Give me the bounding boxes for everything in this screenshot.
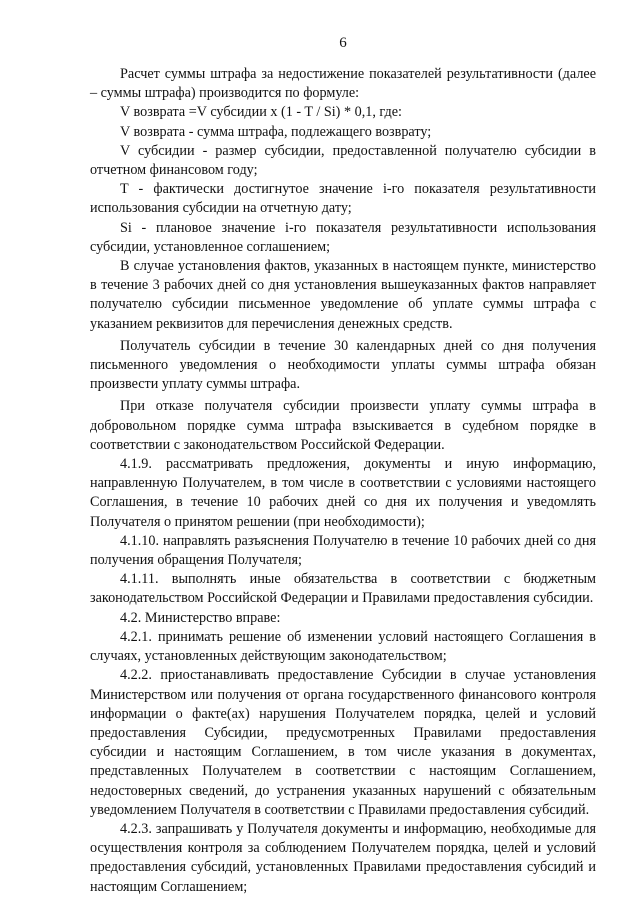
paragraph-v-subsidy-definition: V субсидии - размер субсидии, предоставленной получателю субсидии в отчетном финансовом году; xyxy=(90,142,596,179)
paragraph-court-recovery: При отказе получателя субсидии произвести уплату суммы штрафа в добровольном порядке сумма штрафа взыскивается в судебном порядке в соответствии с законодательством Российской Федерации. xyxy=(90,398,596,453)
paragraph-notification: В случае установления фактов, указанных в настоящем пункте, министерство в течение 3 рабочих дней со дня установления вышеуказанных фактов направляет получателю субсидии письменное уведомление об уплате суммы штрафа с указанием реквизитов для перечисления денежных средств. xyxy=(90,258,596,332)
clause-4-2-1: 4.2.1. принимать решение об изменении условий настоящего Соглашения в случаях, установленных действующим законодательством; xyxy=(90,628,596,665)
clause-4-1-11: 4.1.11. выполнять иные обязательства в соответствии с бюджетным законодательством Российской Федерации и Правилами предоставления субсидии. xyxy=(90,571,596,607)
paragraph-si-definition: Si - плановое значение i-го показателя результативности использования субсидии, установленное соглашением; xyxy=(90,219,596,255)
paragraph-formula: V возврата =V субсидии x (1 - T / Si) * 0,1, где: xyxy=(120,104,402,121)
clause-4-2-3: 4.2.3. запрашивать у Получателя документы и информацию, необходимые для осуществления контроля за соблюдением Получателем порядка, целей и условий предоставления субсидий, установленных Правилами предоставления субсидий и настоящим Соглашением; xyxy=(90,820,596,895)
clause-4-1-9: 4.1.9. рассматривать предложения, документы и иную информацию, направленную Получателем, в том числе в соответствии с условиями настоящего Соглашения, в течение 10 рабочих дней со дня их получения и уведомлять Получателя о принятом решении (при необходимости); xyxy=(90,456,596,530)
paragraph-payment-term: Получатель субсидии в течение 30 календарных дней со дня получения письменного уведомления о необходимости уплаты суммы штрафа обязан произвести уплату суммы штрафа. xyxy=(90,337,596,393)
paragraph-v-return-definition: V возврата - сумма штрафа, подлежащего возврату; xyxy=(120,123,432,140)
clause-4-2-heading: 4.2. Министерство вправе: xyxy=(120,609,281,626)
clause-4-2-2: 4.2.2. приостанавливать предоставление Субсидии в случае установления Министерством или получения от органа государственного финансового контроля информации о факте(ах) нарушения Получателем порядка, целей и условий предоставления Субсидии, предусмотренных Правилами предоставления субсидии и настоящим Соглашением, в том числе указания в документах, представленных Получателем в соответствии с настоящим Соглашением, недостоверных сведений, до устранения указанных нарушений с обязательным уведомлением Получателя в соответствии с Правилами предоставления субсидий. xyxy=(90,667,596,818)
paragraph-penalty-formula-intro: Расчет суммы штрафа за недостижение показателей результативности (далее – суммы штрафа) производится по формуле: xyxy=(90,66,596,102)
document-body xyxy=(90,65,596,897)
clause-4-1-10: 4.1.10. направлять разъяснения Получателю в течение 10 рабочих дней со дня получения обращения Получателя; xyxy=(90,532,596,569)
paragraph-t-definition: T - фактически достигнутое значение i-го показателя результативности использования субсидии на отчетную дату; xyxy=(90,181,596,217)
page-number: 6 xyxy=(339,35,347,51)
